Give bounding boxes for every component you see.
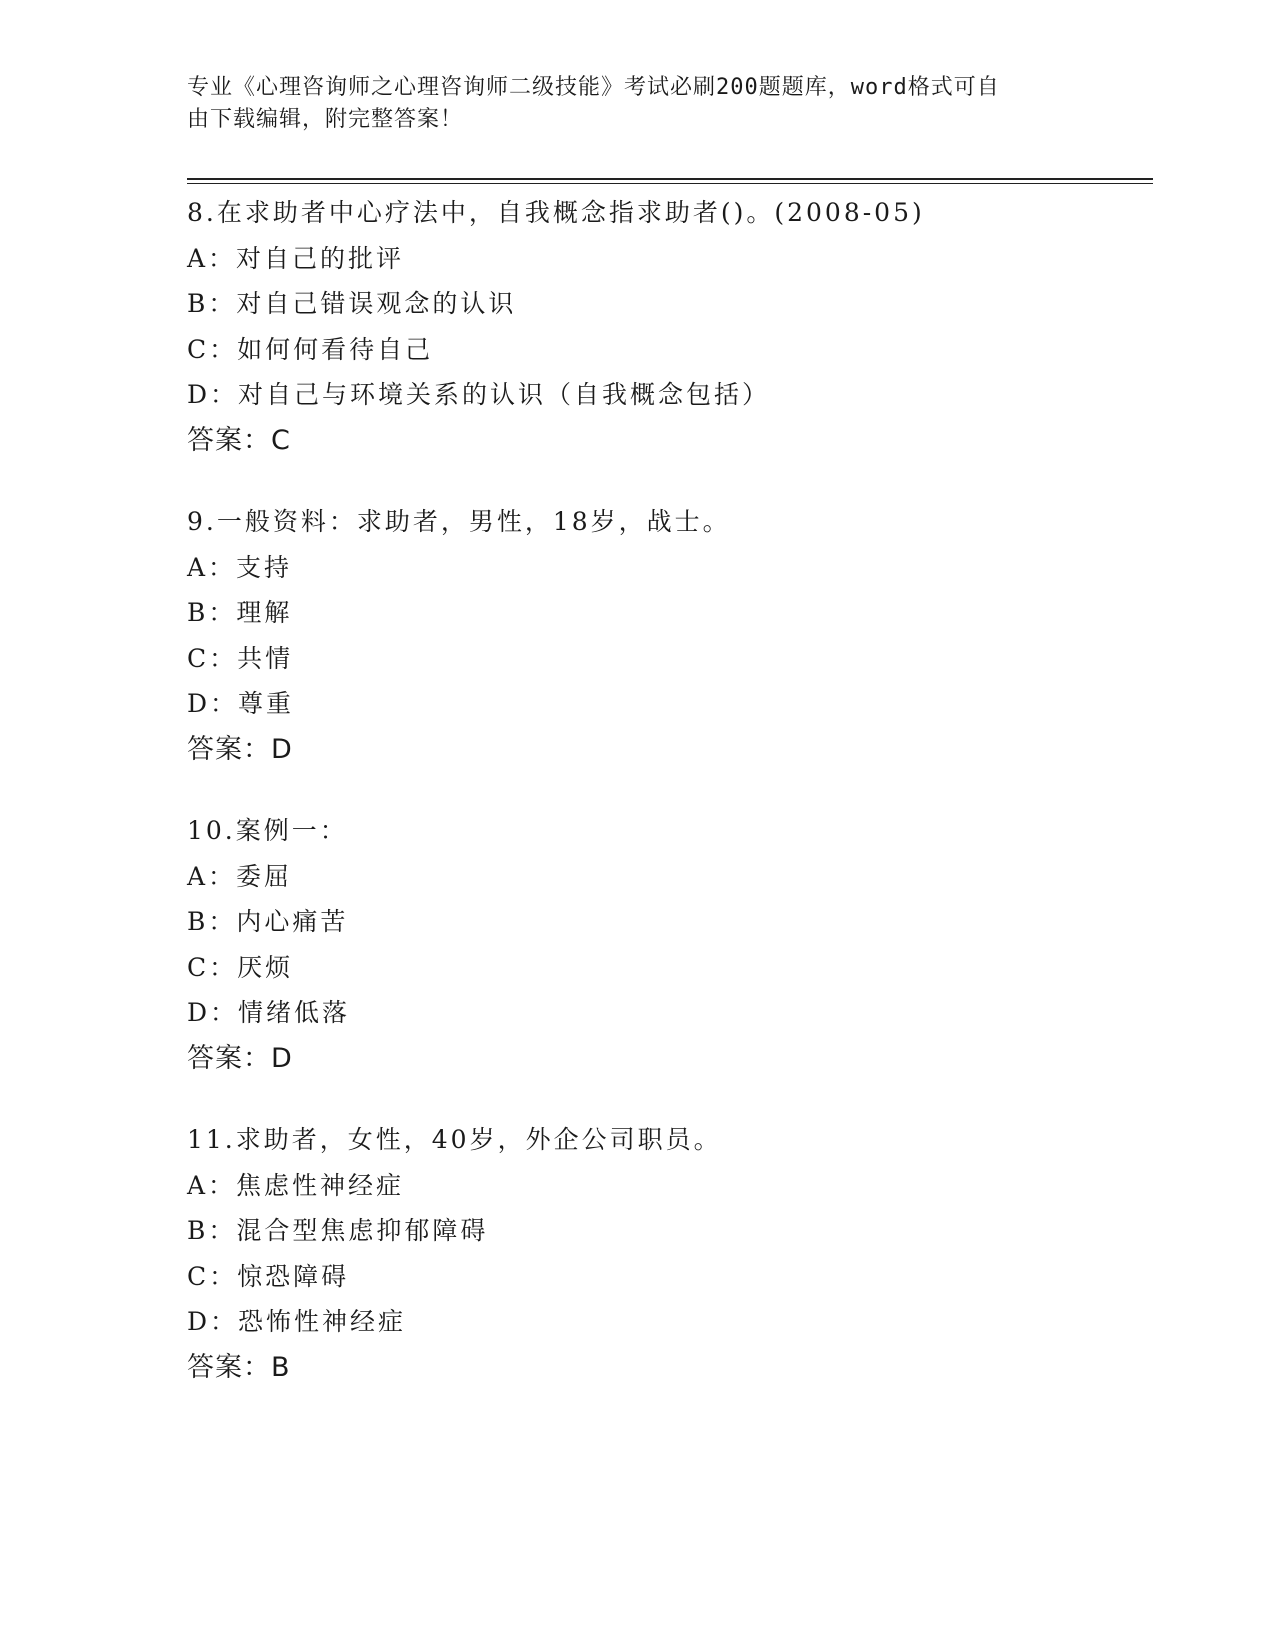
question-9 xyxy=(187,499,1153,772)
question-list xyxy=(187,190,1153,1426)
header-line-1: 专业《心理咨询师之心理咨询师二级技能》考试必刷200题题库，word格式可自 xyxy=(187,75,1000,100)
option-c: C：惊恐障碍 xyxy=(187,1261,350,1291)
option-c: C：如何何看待自己 xyxy=(187,334,434,364)
answer-line: 答案：B xyxy=(187,1351,291,1383)
header-line-2: 由下载编辑，附完整答案！ xyxy=(187,107,464,132)
option-b: B：内心痛苦 xyxy=(187,907,349,936)
answer-line: 答案：D xyxy=(187,1042,293,1074)
question-stem: 11.求助者，女性，40岁，外企公司职员。 xyxy=(187,1125,722,1154)
option-b: B：混合型焦虑抑郁障碍 xyxy=(187,1216,489,1245)
document-header xyxy=(187,72,1067,136)
option-c: C：共情 xyxy=(187,643,294,673)
option-a: A：委屈 xyxy=(187,861,293,891)
option-d: D：尊重 xyxy=(187,689,295,718)
option-a: A：支持 xyxy=(187,552,293,582)
option-a: A：对自己的批评 xyxy=(187,243,405,273)
answer-line: 答案：D xyxy=(187,733,293,765)
question-stem: 8.在求助者中心疗法中，自我概念指求助者()。(2008-05) xyxy=(187,198,925,227)
question-stem: 10.案例一： xyxy=(187,816,348,845)
header-divider-thick xyxy=(187,178,1153,180)
option-c: C：厌烦 xyxy=(187,952,294,982)
option-a: A：焦虑性神经症 xyxy=(187,1170,405,1200)
question-8 xyxy=(187,190,1153,463)
question-10 xyxy=(187,808,1153,1081)
option-b: B：对自己错误观念的认识 xyxy=(187,289,517,318)
answer-line: 答案：C xyxy=(187,424,291,456)
option-d: D：恐怖性神经症 xyxy=(187,1307,407,1336)
question-stem: 9.一般资料：求助者，男性，18岁，战士。 xyxy=(187,507,731,536)
option-b: B：理解 xyxy=(187,598,293,627)
question-11 xyxy=(187,1117,1153,1390)
header-divider-thin xyxy=(187,183,1153,184)
option-d: D：情绪低落 xyxy=(187,998,351,1027)
option-d: D：对自己与环境关系的认识（自我概念包括） xyxy=(187,380,771,409)
